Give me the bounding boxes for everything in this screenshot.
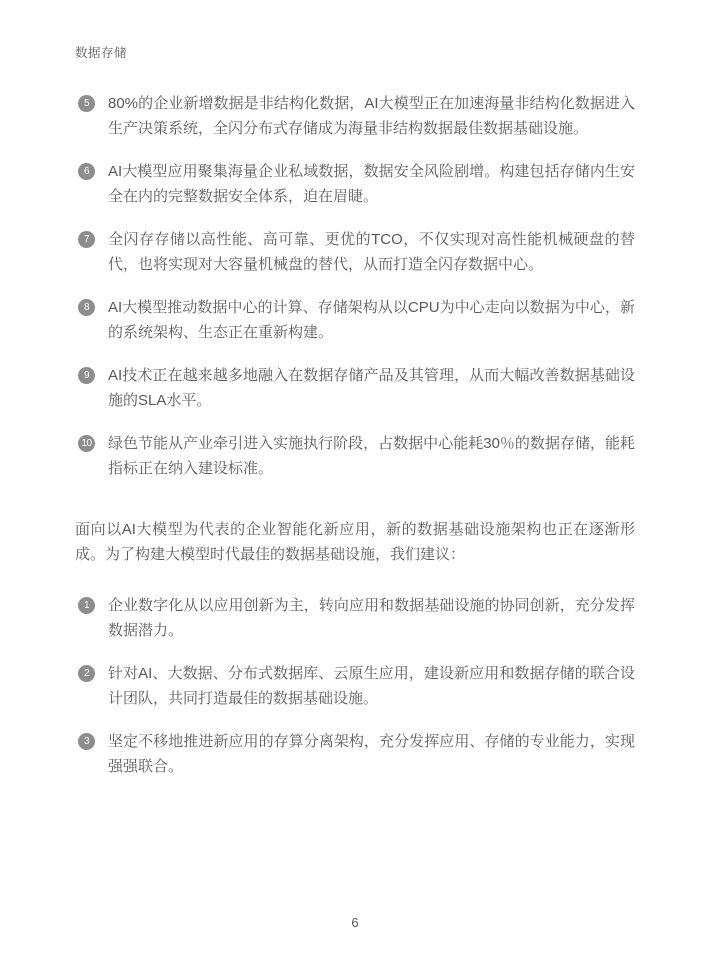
list-item-text: 绿色节能从产业牵引进入实施执行阶段，占数据中心能耗30％的数据存储，能耗指标正在纳入建设标准。 xyxy=(108,435,635,477)
page-number: 6 xyxy=(351,915,359,930)
circled-number-badge: 6 xyxy=(78,163,95,180)
list-item-text: 全闪存存储以高性能、高可靠、更优的TCO，不仅实现对高性能机械硬盘的替代，也将实现对大容量机械盘的替代，从而打造全闪存数据中心。 xyxy=(108,231,635,273)
list-item-text: AI大模型应用聚集海量企业私域数据，数据安全风险剧增。构建包括存储内生安全在内的完整数据安全体系，迫在眉睫。 xyxy=(108,163,635,205)
list-item-text: AI技术正在越来越多地融入在数据存储产品及其管理，从而大幅改善数据基础设施的SLA水平。 xyxy=(108,367,635,409)
list-item xyxy=(75,159,635,209)
list-item-text: AI大模型推动数据中心的计算、存储架构从以CPU为中心走向以数据为中心，新的系统架构、生态正在重新构建。 xyxy=(108,299,635,341)
list-item xyxy=(75,431,635,481)
suggestions-list xyxy=(75,593,635,779)
circled-number-badge: 7 xyxy=(78,231,95,248)
list-item xyxy=(75,295,635,345)
list-item xyxy=(75,729,635,779)
lead-paragraph: 面向以AI大模型为代表的企业智能化新应用，新的数据基础设施架构也正在逐渐形成。为了构建大模型时代最佳的数据基础设施，我们建议： xyxy=(75,521,635,563)
circled-number-badge: 1 xyxy=(78,597,95,614)
circled-number-badge: 3 xyxy=(78,733,95,750)
list-item-text: 企业数字化从以应用创新为主，转向应用和数据基础设施的协同创新，充分发挥数据潜力。 xyxy=(108,597,635,639)
list-item xyxy=(75,363,635,413)
circled-number-badge: 8 xyxy=(78,299,95,316)
list-item xyxy=(75,593,635,643)
circled-number-badge: 10 xyxy=(78,435,95,452)
list-item xyxy=(75,227,635,277)
circled-number-badge: 9 xyxy=(78,367,95,384)
list-item-text: 80%的企业新增数据是非结构化数据，AI大模型正在加速海量非结构化数据进入生产决策系统，全闪分布式存储成为海量非结构数据最佳数据基础设施。 xyxy=(108,95,635,137)
list-item-text: 针对AI、大数据、分布式数据库、云原生应用，建设新应用和数据存储的联合设计团队，共同打造最佳的数据基础设施。 xyxy=(108,665,635,707)
list-item-text: 坚定不移地推进新应用的存算分离架构，充分发挥应用、存储的专业能力，实现强强联合。 xyxy=(108,733,635,775)
list-item xyxy=(75,91,635,141)
circled-number-badge: 2 xyxy=(78,665,95,682)
running-header: 数据存储 xyxy=(75,46,128,60)
list-item xyxy=(75,661,635,711)
findings-list xyxy=(75,91,635,481)
circled-number-badge: 5 xyxy=(78,95,95,112)
